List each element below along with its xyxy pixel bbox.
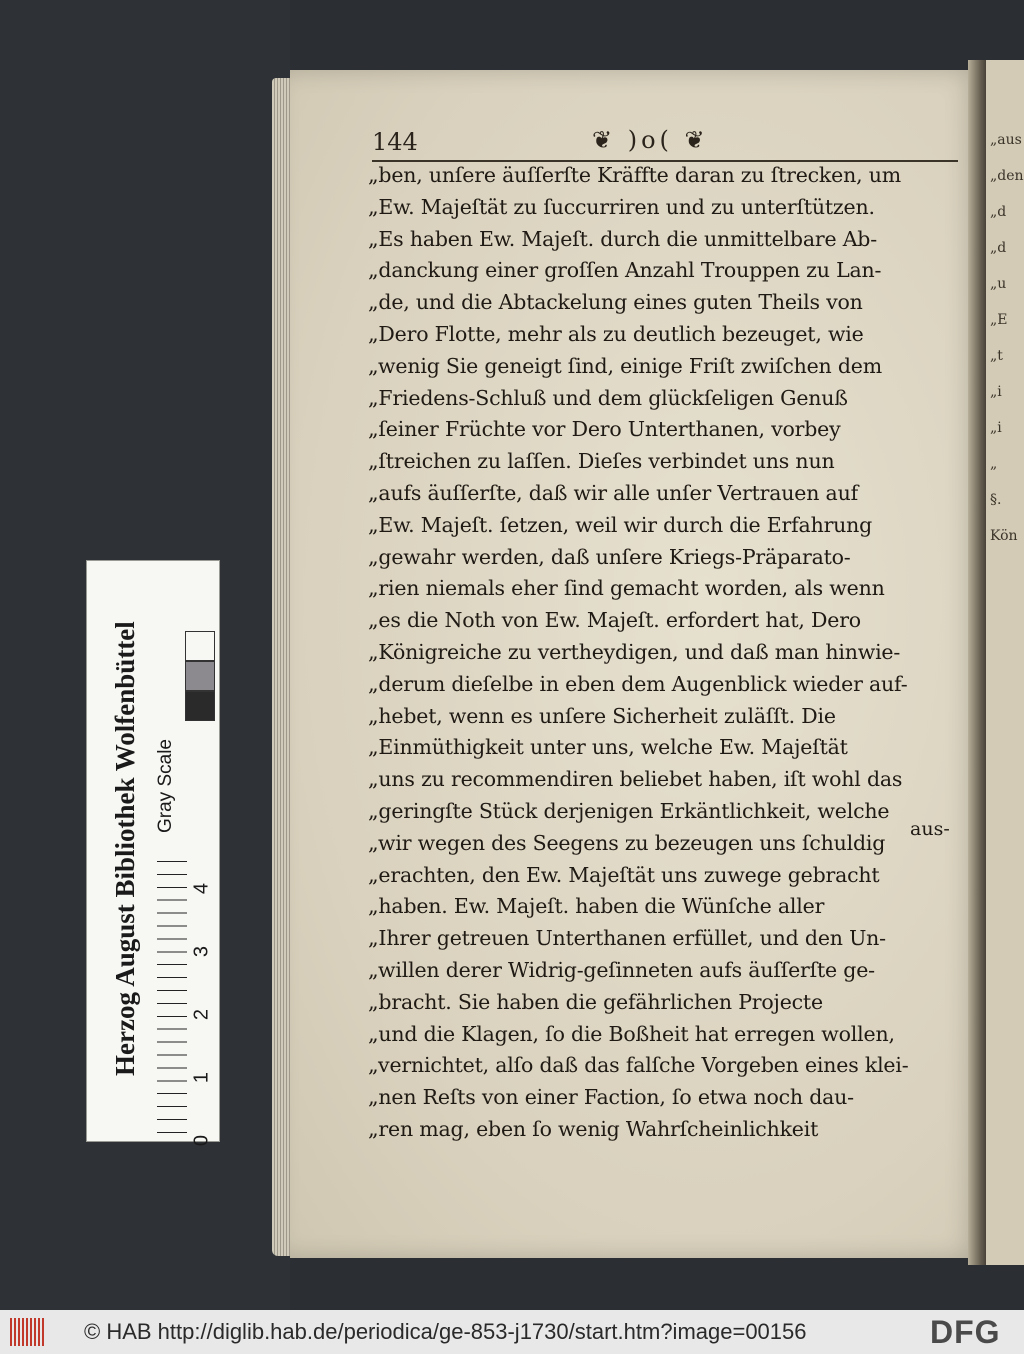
scale-number: 1 [190,1071,213,1084]
gray-swatches [185,631,215,719]
next-page-fragment: „aus [990,132,1022,148]
next-page-fragment: „u [990,276,1007,292]
text-line: „ben, unſere äuſſerſte Kräffte daran zu ſtrecken, um [368,163,901,187]
color-scale-ruler [86,560,220,1147]
scale-ticks [157,861,187,1133]
next-page-fragment: Kön [990,528,1018,544]
text-line: „rien niemals eher ſind gemacht worden, als wenn [368,576,885,601]
scale-numbers [187,861,217,1147]
text-line: „de, und die Abtackelung eines guten Theils von [368,290,863,315]
text-line: „vernichtet, alſo daß das falſche Vorgeben eines klei- [368,1053,909,1078]
gray-scale-label: Gray Scale [155,739,176,833]
header-ornament: ❦ )o( ❦ [592,126,709,154]
text-line: „hebet, wenn es unſere Sicherheit zuläſſt. Die [368,703,836,728]
text-line: „haben. Ew. Majeſt. haben die Wünſche aller [368,894,825,919]
text-line: „ſtreichen zu laſſen. Dieſes verbindet uns nun [368,449,835,474]
text-line: „Ew. Majeſt. ſetzen, weil wir durch die Erfahrung [368,512,873,537]
swatch-white [185,631,215,661]
text-line: „aufs äuſſerſte, daß wir alle unſer Vertrauen auf [368,480,858,505]
page-text [368,160,962,1146]
text-line: „wenig Sie geneigt ſind, einige Friſt zwiſchen dem [368,353,882,378]
text-line: „ſeiner Früchte vor Dero Unterthanen, vorbey [368,417,841,442]
text-line: „Friedens-Schluß und dem glückſeligen Genuß [368,385,848,410]
next-page-fragment: §. [990,492,1002,508]
next-page-edge [986,60,1024,1265]
text-line: „Königreiche zu vertheydigen, und daß man hinwie- [368,639,901,664]
text-line: „nen Reſts von einer Faction, ſo etwa noch dau- [368,1085,854,1110]
scale-number: 0 [190,1134,213,1147]
next-page-fragment: „t [990,348,1003,364]
scale-number: 4 [190,882,213,895]
scale-number: 3 [190,945,213,958]
text-line: „ren mag, eben ſo wenig Wahrſcheinlichkeit [368,1116,819,1141]
scale-number: 2 [190,1008,213,1021]
text-line: „wir wegen des Seegens zu bezeugen uns ſchuldig [368,830,886,855]
next-page-fragment: „den [990,168,1024,184]
text-line: „uns zu recommendiren beliebet haben, iſt wohl das [368,767,903,792]
footer-bar [0,1310,1024,1354]
copyright-link[interactable]: © HAB http://diglib.hab.de/periodica/ge-853-j1730/start.htm?image=00156 [84,1319,807,1344]
page-header [372,124,962,160]
text-line: „geringſte Stück derjenigen Erkäntlichkeit, welche [368,798,890,823]
book-gutter [968,60,988,1265]
text-line: „Ew. Majeſtät zu ſuccurriren und zu unterſtützen. [368,194,875,219]
dfg-logo: DFG [930,1314,1001,1350]
next-page-fragment: „i [990,384,1002,400]
next-page-fragments [986,60,1024,554]
text-line: „Es haben Ew. Majeſt. durch die unmittelbare Ab- [368,226,877,251]
text-line: „danckung einer groſſen Anzahl Trouppen zu Lan- [368,258,882,283]
text-line: „bracht. Sie haben die gefährlichen Projecte [368,989,823,1014]
page-number: 144 [372,128,418,156]
hab-logo-icon [10,1318,46,1346]
next-page-fragment: „E [990,312,1008,328]
text-line: „gewahr werden, daß unſere Kriegs-Präparato- [368,544,851,569]
text-line: „erachten, den Ew. Majeſtät uns zuwege gebracht [368,862,880,887]
text-line: „Einmüthigkeit unter uns, welche Ew. Majeſtät [368,735,848,760]
library-name: Herzog August Bibliothek Wolfenbüttel [110,621,140,1077]
swatch-gray [185,661,215,691]
text-line: „Ihrer getreuen Unterthanen erfüllet, und den Un- [368,926,886,951]
next-page-fragment: „i [990,420,1002,436]
next-page-fragment: „ [990,456,998,472]
text-line: „Dero Flotte, mehr als zu deutlich bezeuget, wie [368,321,864,346]
text-line: „es die Noth von Ew. Majeſt. erfordert hat, Dero [368,608,861,633]
text-line: „und die Klagen, ſo die Boßheit hat erregen wollen, [368,1021,895,1046]
next-page-fragment: „d [990,240,1007,256]
text-line: „derum dieſelbe in eben dem Augenblick wieder auf- [368,671,908,696]
catchword: aus- [910,818,950,840]
text-line: „willen derer Widrig-geſinneten aufs äuſſerſte ge- [368,957,875,982]
swatch-black [185,691,215,721]
next-page-fragment: „d [990,204,1007,220]
